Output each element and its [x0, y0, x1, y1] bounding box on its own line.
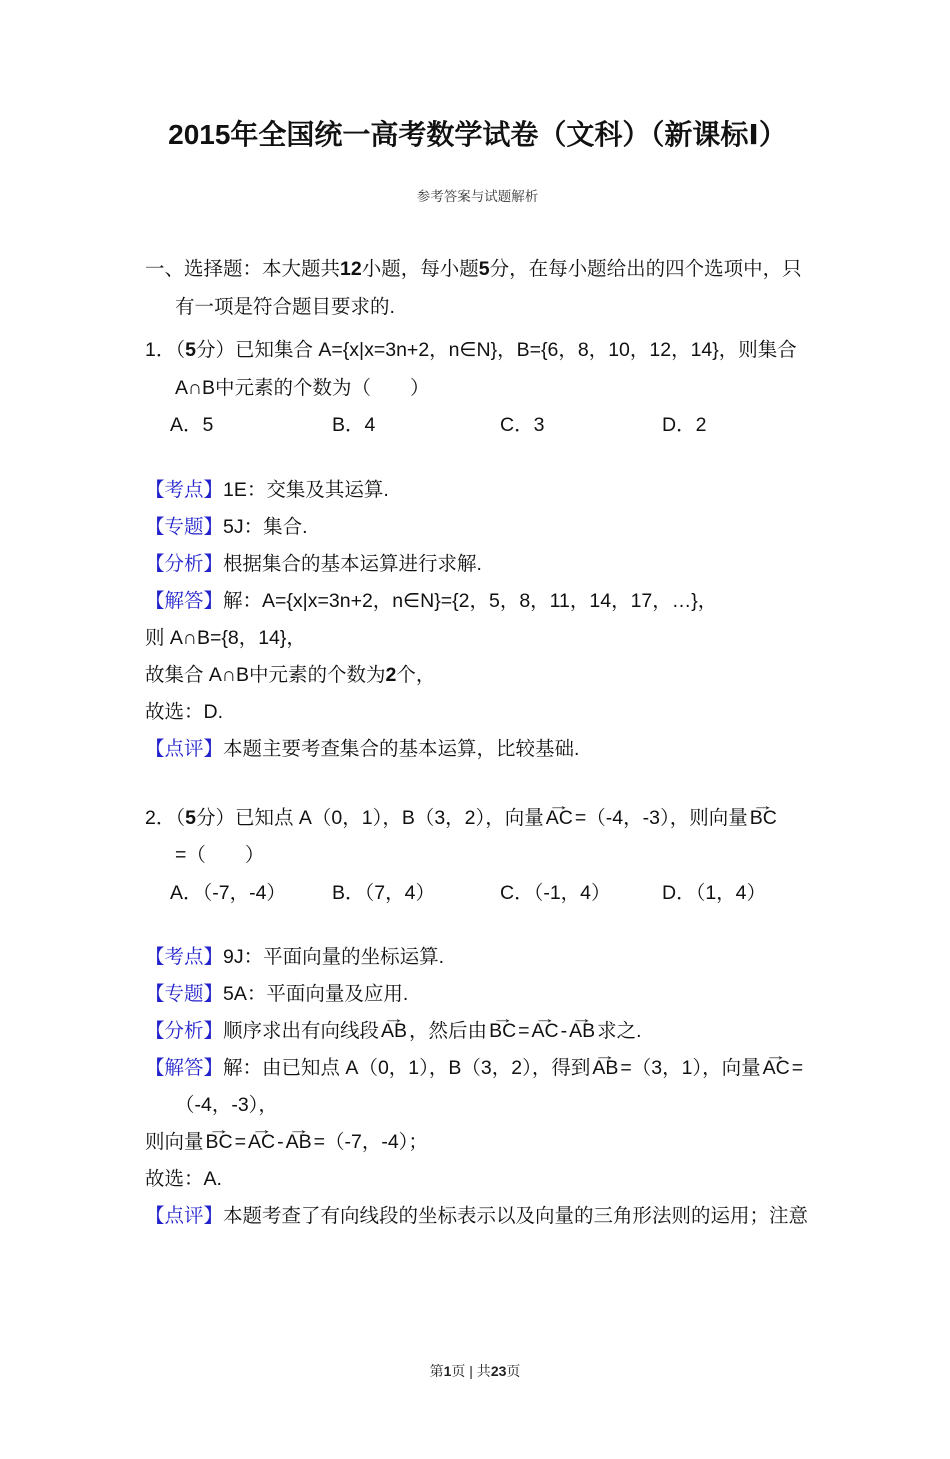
text-segment: 顺序求出有向线段	[223, 1020, 380, 1042]
question-stem-line	[145, 332, 810, 370]
vector-ab: AB →	[592, 1050, 618, 1087]
analysis-line	[145, 546, 810, 583]
text-segment: 5A：平面向量及应用.	[223, 983, 409, 1005]
text-segment: =	[791, 1057, 804, 1079]
analysis-line	[145, 939, 810, 976]
text-segment: 5J：集合.	[223, 515, 308, 538]
text-segment: =（ ）	[175, 844, 265, 866]
text-segment: 12	[340, 258, 362, 280]
document-page	[0, 115, 950, 1235]
analysis-block	[145, 939, 810, 1235]
text-segment: =	[518, 1020, 530, 1042]
label-tag: 【点评】	[145, 737, 224, 760]
text-segment: 5	[185, 339, 196, 361]
text-segment: 2．（	[145, 806, 186, 829]
label-tag: 【专题】	[145, 515, 224, 538]
text-segment: =	[234, 1131, 246, 1153]
text-segment: 1．（	[145, 339, 186, 361]
question-stem-line	[145, 370, 810, 408]
label-tag: 【分析】	[145, 1020, 224, 1042]
text-segment: 23	[490, 1363, 507, 1379]
label-tag: 【解答】	[145, 589, 224, 612]
option-b: B．（7，4）	[332, 881, 435, 904]
text-segment: 故集合 A∩B中元素的个数为	[145, 663, 386, 686]
options-row	[145, 875, 810, 913]
analysis-line	[145, 1161, 810, 1198]
text-segment: 5	[478, 258, 490, 280]
vector-ab: AB →	[569, 1013, 595, 1050]
label-tag: 【专题】	[145, 983, 224, 1005]
text-segment: 1	[443, 1363, 452, 1379]
section-heading	[145, 251, 810, 326]
label-tag: 【考点】	[145, 478, 224, 501]
page-footer	[0, 1361, 950, 1381]
label-tag: 【点评】	[145, 1205, 224, 1227]
option-a: A．5	[170, 414, 214, 436]
text-segment: 则向量	[145, 1131, 204, 1153]
text-segment: 5	[185, 806, 196, 829]
text-segment: -	[277, 1131, 284, 1153]
text-segment: 1E：交集及其运算.	[223, 478, 389, 501]
text-segment: 则 A∩B={8，14}，	[145, 626, 306, 649]
option-d: D．（1，4）	[662, 881, 767, 904]
text-segment: 根据集合的基本运算进行求解.	[223, 552, 482, 575]
text-segment: ，然后由	[409, 1020, 488, 1042]
option-a: A．（-7，-4）	[170, 881, 286, 904]
question-stem-line	[145, 800, 810, 838]
analysis-line	[145, 1198, 810, 1235]
text-segment: 分）已知集合 A={x|x=3n+2，n∈N}，B={6，8，10，12，14}，则集合	[195, 339, 797, 361]
text-segment: 解：A={x|x=3n+2，n∈N}={2，5，8，11，14，17，…}，	[223, 589, 718, 612]
analysis-line	[145, 976, 810, 1013]
vector-ab: AB →	[381, 1013, 407, 1050]
text-segment: 页 | 共	[451, 1363, 491, 1379]
section-heading-line	[145, 251, 810, 289]
vector-bc: BC →	[489, 1013, 516, 1050]
option-c: C．3	[500, 414, 545, 436]
analysis-line	[145, 1087, 810, 1124]
text-segment: 求之.	[597, 1020, 642, 1042]
label-tag: 【解答】	[145, 1057, 224, 1079]
analysis-line	[145, 583, 810, 620]
page-subtitle: 参考答案与试题解析	[416, 189, 539, 204]
text-segment: 故选：A.	[145, 1168, 222, 1190]
text-segment: 分，在每小题给出的四个选项中，只	[489, 258, 802, 280]
analysis-line	[145, 620, 810, 657]
question-block-2	[145, 800, 810, 1236]
vector-ac: AC →	[532, 1013, 559, 1050]
analysis-line	[145, 731, 810, 768]
label-tag: 【考点】	[145, 946, 224, 968]
vector-bc: BC →	[750, 800, 777, 838]
analysis-line	[145, 472, 810, 509]
option-b: B．4	[332, 414, 376, 436]
vector-ac: AC →	[248, 1124, 275, 1161]
text-segment: （-4，-3），	[175, 1094, 278, 1116]
text-segment: 本题主要考查集合的基本运算，比较基础.	[223, 737, 580, 760]
question-stem-line	[145, 837, 810, 875]
text-segment: 2	[385, 663, 397, 686]
text-segment: 一、选择题：本大题共	[145, 258, 341, 280]
vector-ab: AB →	[286, 1124, 312, 1161]
option-c: C．（-1，4）	[500, 881, 611, 904]
text-segment: 第	[429, 1363, 444, 1379]
analysis-line	[145, 1050, 810, 1087]
option-d: D．2	[662, 414, 707, 436]
text-segment: 个，	[396, 663, 436, 686]
question-block-1	[145, 332, 810, 768]
text-segment: =（-4，-3），则向量	[574, 806, 748, 829]
analysis-line	[145, 1013, 810, 1050]
text-segment: 分）已知点 A（0，1），B（3，2），向量	[195, 806, 544, 829]
text-segment: 有一项是符合题目要求的.	[175, 295, 395, 318]
analysis-line	[145, 1124, 810, 1161]
text-segment: -	[560, 1020, 568, 1042]
questions-container	[145, 332, 810, 1235]
text-segment: 9J：平面向量的坐标运算.	[223, 946, 445, 968]
text-segment: 小题，每小题	[361, 258, 479, 280]
text-segment: 故选：D.	[145, 700, 224, 723]
text-segment: 本题考查了有向线段的坐标表示以及向量的三角形法则的运用；注意	[223, 1205, 809, 1227]
text-segment: =（-7，-4）；	[313, 1131, 428, 1153]
text-segment: 页	[506, 1363, 521, 1379]
options-row	[145, 407, 810, 445]
analysis-line	[145, 657, 810, 694]
analysis-block	[145, 472, 810, 768]
vector-ac: AC →	[546, 800, 573, 838]
label-tag: 【分析】	[145, 552, 224, 575]
page-title: 2015年全国统一高考数学试卷（文科）（新课标Ⅰ）	[168, 119, 787, 150]
section-heading-line	[145, 289, 810, 327]
vector-bc: BC →	[206, 1124, 233, 1161]
analysis-line	[145, 509, 810, 546]
text-segment: 解：由已知点 A（0，1），B（3，2），得到	[223, 1057, 591, 1079]
vector-ac: AC →	[763, 1050, 790, 1087]
text-segment: A∩B中元素的个数为（ ）	[175, 376, 430, 399]
text-segment: =（3，1），向量	[620, 1057, 761, 1079]
analysis-line	[145, 694, 810, 731]
